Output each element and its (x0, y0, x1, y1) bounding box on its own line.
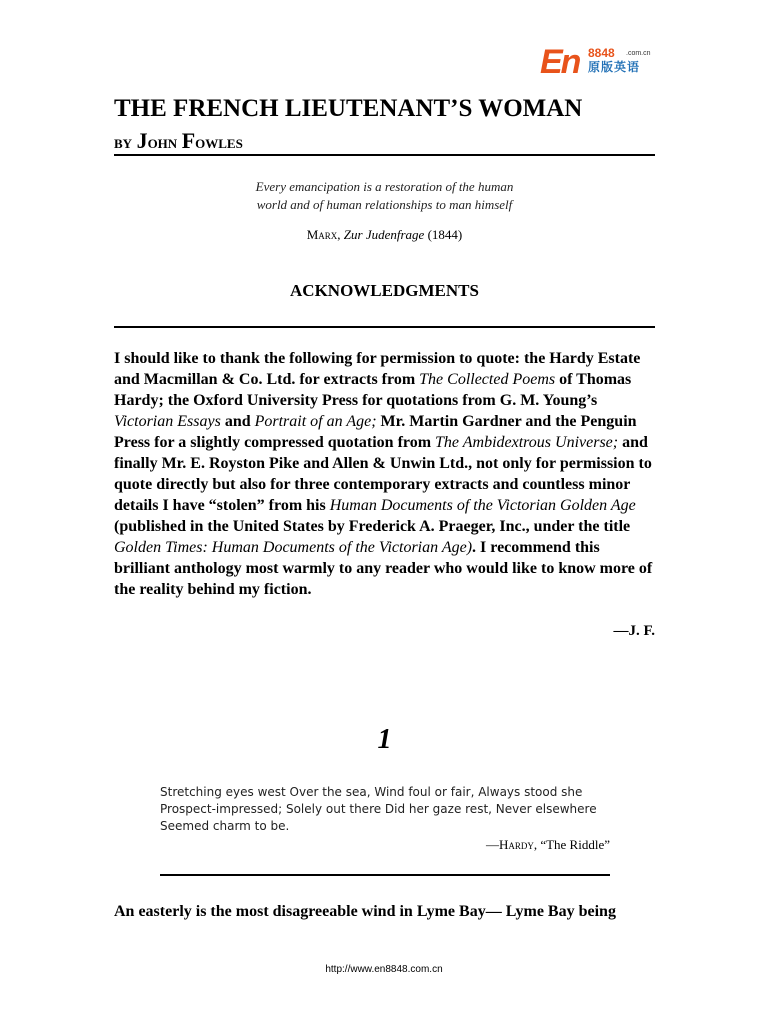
logo-chinese: 原版英语 (588, 60, 641, 74)
epigraph-author: Marx, (306, 227, 344, 242)
epigraph-attribution (114, 226, 655, 244)
epigraph-line-2: world and of human relationships to man himself (256, 197, 513, 212)
chapter-opening-text: An easterly is the most disagreeable wind in Lyme Bay— Lyme Bay being (114, 903, 616, 920)
poem-attribution (160, 836, 610, 854)
byline-last-rest: owles (195, 132, 243, 152)
byline-first-cap: J (136, 128, 148, 153)
acknowledgments-rule (114, 326, 655, 328)
ack-text: . I recommend this brilliant anthology most warmly to any reader who would like to know more of the reality behind my fiction. (114, 539, 653, 598)
ack-italic-title: Victorian Essays (114, 413, 221, 430)
title-rule (114, 154, 655, 156)
ack-text: of Thomas Hardy; the Oxford University Press for quotations from G. M. Young’s (114, 371, 632, 409)
signature: —J. F. (613, 623, 655, 639)
epigraph-work: Zur Judenfrage (343, 227, 425, 242)
byline-last-cap: F (181, 128, 196, 153)
acknowledgments-paragraph (114, 348, 655, 600)
epigraph (114, 178, 655, 214)
ack-italic-title: The Collected Poems (419, 371, 556, 388)
site-logo (540, 44, 652, 80)
poem-title: “The Riddle” (540, 837, 610, 852)
epigraph-line-1: Every emancipation is a restoration of the human (255, 179, 514, 194)
ack-italic-title: Golden Times: Human Documents of the Victorian Age) (114, 539, 473, 556)
byline-by: by (114, 132, 137, 152)
byline (114, 128, 243, 155)
logo-mark: En (540, 43, 580, 81)
ack-text: (published in the United States by Frederick A. Praeger, Inc., under the title (114, 518, 631, 535)
ack-italic-title: The Ambidextrous Universe; (435, 434, 619, 451)
footer-url[interactable]: http://www.en8848.com.cn (325, 964, 443, 975)
chapter-epigraph-poem: Stretching eyes west Over the sea, Wind foul or fair, Always stood she Prospect-impressed; Solely out there Did her gaze rest, Never elsewhere Seemed charm to be. (160, 785, 597, 833)
acknowledgments-heading: ACKNOWLEDGMENTS (290, 281, 479, 300)
logo-number: 8848 (588, 46, 615, 60)
ack-italic-title: Portrait of an Age; (254, 413, 377, 430)
byline-first-rest: ohn (147, 132, 182, 152)
book-title: THE FRENCH LIEUTENANT’S WOMAN (114, 95, 583, 122)
ack-text: Mr. Martin Gardner and the Penguin Press for a slightly compressed quotation from (114, 413, 637, 451)
logo-domain: .com.cn (626, 50, 651, 57)
poem-rule (160, 874, 610, 876)
poem-author: —Hardy, (485, 837, 541, 852)
ack-text: and finally Mr. E. Royston Pike and Allen & Unwin Ltd., not only for permission to quote directly but also for three contemporary extracts and countless minor details I have “stolen” from his (114, 434, 652, 514)
ack-italic-title: Human Documents of the Victorian Golden Age (329, 497, 636, 514)
ack-text: and (220, 413, 255, 430)
ack-text: I should like to thank the following for permission to quote: the Hardy Estate and Macmillan & Co. Ltd. for extracts from (114, 350, 641, 388)
epigraph-year: (1844) (424, 227, 463, 242)
chapter-number: 1 (377, 724, 392, 755)
